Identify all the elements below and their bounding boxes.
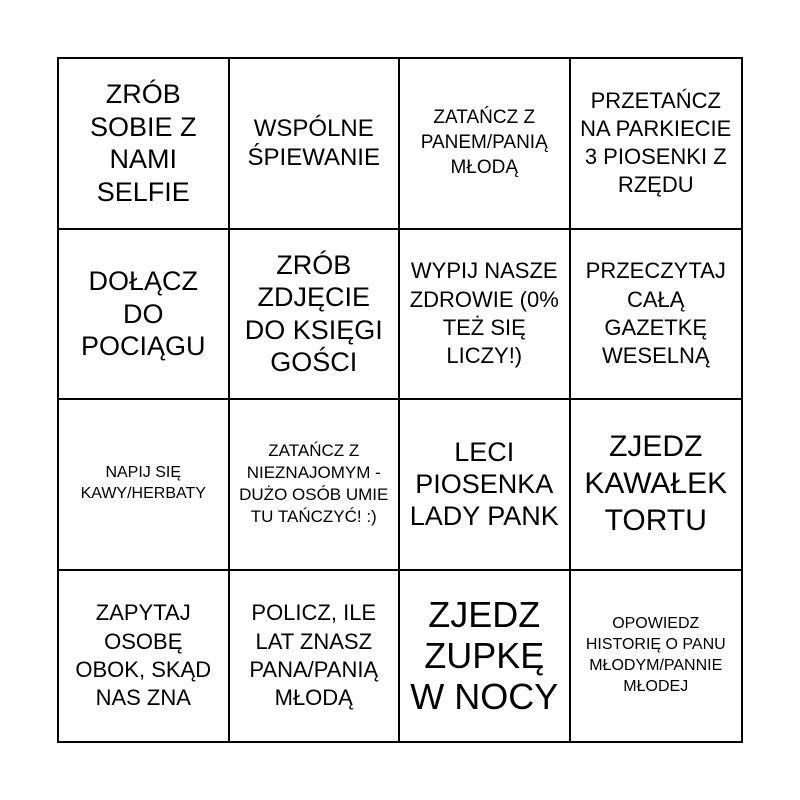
bingo-cell[interactable]: LECI PIOSENKA LADY PANK xyxy=(400,400,571,571)
bingo-cell[interactable]: DOŁĄCZ DO POCIĄGU xyxy=(59,230,230,401)
bingo-cell[interactable]: ZJEDZ ZUPKĘ W NOCY xyxy=(400,571,571,742)
bingo-cell[interactable]: WSPÓLNE ŚPIEWANIE xyxy=(230,59,401,230)
bingo-cell[interactable]: ZRÓB ZDJĘCIE DO KSIĘGI GOŚCI xyxy=(230,230,401,401)
bingo-cell[interactable]: ZJEDZ KAWAŁEK TORTU xyxy=(571,400,742,571)
bingo-cell[interactable]: NAPIJ SIĘ KAWY/HERBATY xyxy=(59,400,230,571)
bingo-cell[interactable]: ZAPYTAJ OSOBĘ OBOK, SKĄD NAS ZNA xyxy=(59,571,230,742)
bingo-cell[interactable]: ZATAŃCZ Z NIEZNAJOMYM - DUŻO OSÓB UMIE TU TAŃCZYĆ! :) xyxy=(230,400,401,571)
bingo-cell[interactable]: PRZETAŃCZ NA PARKIECIE 3 PIOSENKI Z RZĘDU xyxy=(571,59,742,230)
bingo-board xyxy=(57,57,743,743)
bingo-cell[interactable]: POLICZ, ILE LAT ZNASZ PANA/PANIĄ MŁODĄ xyxy=(230,571,401,742)
bingo-cell[interactable]: PRZECZYTAJ CAŁĄ GAZETKĘ WESELNĄ xyxy=(571,230,742,401)
bingo-cell[interactable]: ZATAŃCZ Z PANEM/PANIĄ MŁODĄ xyxy=(400,59,571,230)
bingo-cell[interactable]: OPOWIEDZ HISTORIĘ O PANU MŁODYM/PANNIE MŁODEJ xyxy=(585,615,726,695)
bingo-cell[interactable]: WYPIJ NASZE ZDROWIE (0% TEŻ SIĘ LICZY!) xyxy=(400,230,571,401)
bingo-cell[interactable]: ZRÓB SOBIE Z NAMI SELFIE xyxy=(59,59,230,230)
